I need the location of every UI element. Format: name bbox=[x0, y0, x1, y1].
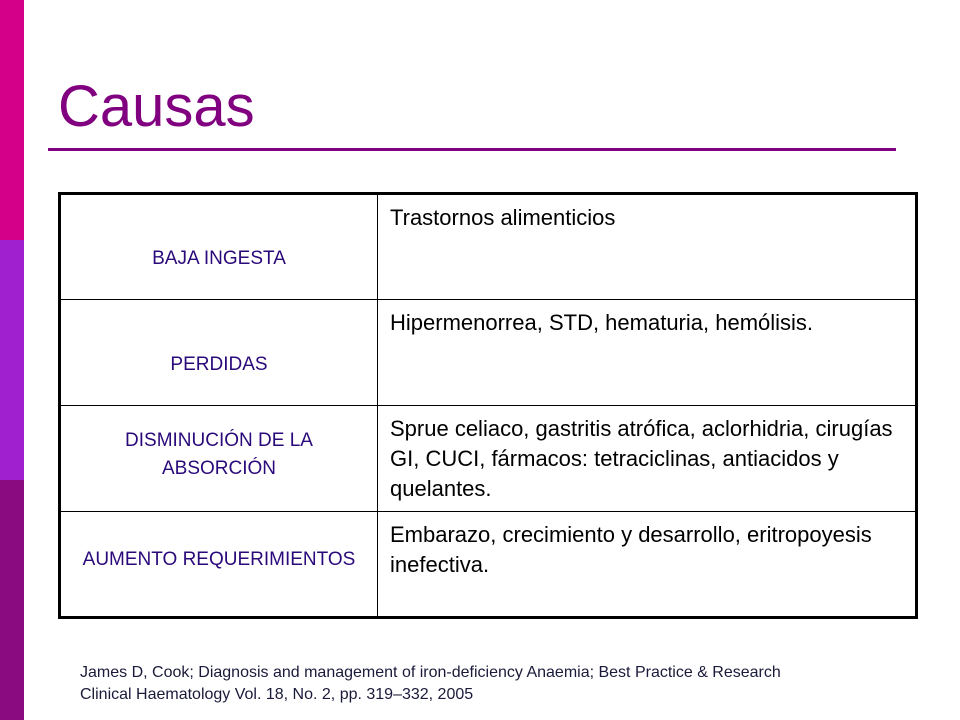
category-cell: BAJA INGESTA bbox=[60, 194, 378, 300]
side-bar-bottom bbox=[0, 480, 24, 720]
description-cell: Hipermenorrea, STD, hematuria, hemólisis. bbox=[378, 300, 917, 406]
table-row bbox=[60, 406, 917, 512]
reference-citation bbox=[80, 662, 940, 706]
reference-line-1: James D, Cook; Diagnosis and management of iron-deficiency Anaemia; Best Practice & Research bbox=[80, 664, 781, 681]
side-bar-top bbox=[0, 0, 24, 240]
table-row bbox=[60, 300, 917, 406]
reference-line-2: Clinical Haematology Vol. 18, No. 2, pp. 319–332, 2005 bbox=[80, 686, 474, 703]
category-cell: DISMINUCIÓN DE LA ABSORCIÓN bbox=[60, 406, 378, 512]
description-cell: Embarazo, crecimiento y desarrollo, eritropoyesis inefectiva. bbox=[378, 512, 917, 618]
description-cell: Trastornos alimenticios bbox=[378, 194, 917, 300]
table-row bbox=[60, 194, 917, 300]
category-cell: PERDIDAS bbox=[60, 300, 378, 406]
causes-table bbox=[58, 192, 918, 619]
table-row bbox=[60, 512, 917, 618]
slide-title: Causas bbox=[58, 74, 255, 139]
side-bar-middle bbox=[0, 240, 24, 480]
description-cell: Sprue celiaco, gastritis atrófica, aclorhidria, cirugías GI, CUCI, fármacos: tetraciclinas, antiacidos y quelantes. bbox=[378, 406, 917, 512]
title-divider bbox=[48, 148, 896, 151]
category-cell: AUMENTO REQUERIMIENTOS bbox=[60, 512, 378, 618]
